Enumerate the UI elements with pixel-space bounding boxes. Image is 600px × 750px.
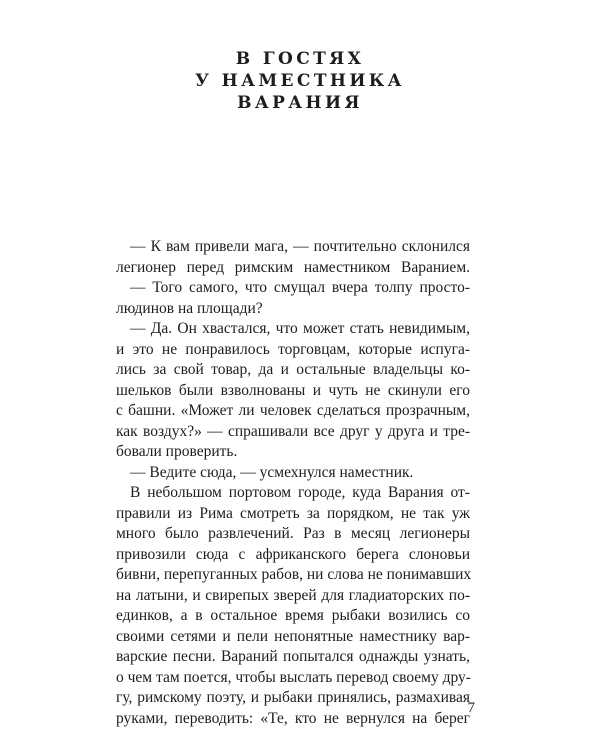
text-line-1: — К вам привели мага, — почтительно склонился [130,238,470,255]
chapter-title-line-3: ВАРАНИЯ [237,93,363,113]
text-line-3: — Того самого, что смущал вчера толпу просто- [130,279,470,296]
text-line-21: варские песни. Вараний попытался однажды узнать, [116,648,470,665]
chapter-title-line-2: У НАМЕСТНИКА [195,71,405,91]
text-line-16: привозили сюда с африканского берега слоновьи [116,545,470,563]
chapter-body [116,237,470,729]
text-line-20: своими сетями и пели непонятные наместнику вар- [116,627,470,645]
text-line-6: и это не понравилось торговцам, которые испуга- [116,340,470,358]
text-line-15: много было развлечений. Раз в месяц легионеры [116,525,470,542]
text-line-2: легионер перед римским наместником Варанием. [116,258,470,276]
text-line-24: руками, переводить: «Те, кто не вернулся на берег [116,709,470,727]
text-line-17: бивни, перепуганных рабов, ни слова не понимавших [116,566,472,583]
text-line-18: на латыни, и свирепых зверей для гладиаторских по- [116,586,470,604]
text-line-5: — Да. Он хвастался, что может стать невидимым, [130,320,470,337]
chapter-title [0,48,600,114]
text-line-7: лись за свой товар, да и остальные владельцы ко- [116,361,470,378]
text-line-12: — Ведите сюда, — усмехнулся наместник. [130,463,414,481]
page-number: 7 [467,700,475,716]
chapter-title-line-1: В ГОСТЯХ [235,49,365,69]
text-line-10: как воздух?» — спрашивали все друг у друга и тре- [116,422,470,440]
text-line-8: шельков были взволнованы и чуть не скинули его [116,381,470,399]
text-line-14: правили из Рима смотреть за порядком, не так уж [116,504,470,522]
text-line-22: о чем там поется, чтобы выслать перевод своему дру- [116,668,471,686]
text-line-11: бовали проверить. [116,443,238,460]
text-line-4: людинов на площади? [116,299,263,317]
text-line-13: В небольшом портовом городе, куда Варания от- [130,484,470,501]
text-line-19: единков, а в остальное время рыбаки возились со [116,607,470,624]
text-line-9: с башни. «Может ли человек сделаться прозрачным, [116,402,470,419]
text-line-23: гу, римскому поэту, и рыбаки принялись, размахивая [116,689,470,706]
